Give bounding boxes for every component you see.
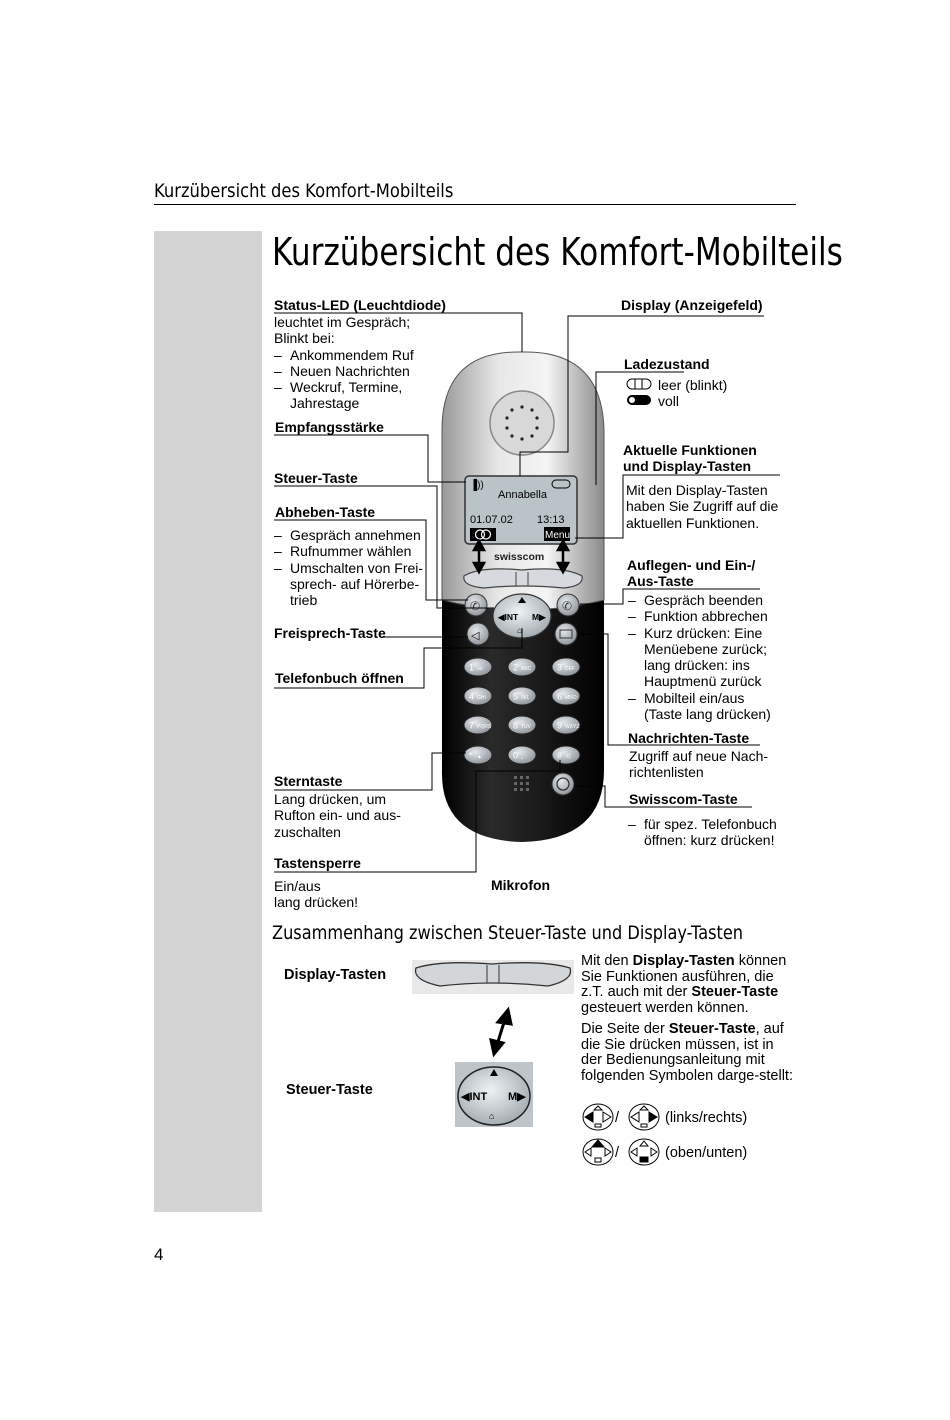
page-number: 4 (154, 1245, 164, 1264)
svg-text:⌂: ⌂ (489, 1111, 495, 1121)
symbol-slash-2: / (615, 1145, 620, 1161)
steuer-label: Steuer-Taste (274, 470, 358, 486)
svg-text:M▶: M▶ (532, 612, 546, 622)
empfang-label: Empfangsstärke (275, 419, 384, 435)
keypad-key-8[interactable] (508, 716, 536, 734)
auflegen-label-1: Auflegen- und Ein-/ (627, 557, 756, 573)
steuer-taste-label: Steuer-Taste (286, 1082, 373, 1098)
auflegen-text (628, 592, 778, 722)
list-item: – Mobilteil ein/aus (Taste lang drücken) (628, 690, 778, 723)
section2-paragraph-2: Die Seite der Steuer-Taste, auf die Sie drücken müssen, ist in der Bedienungsanleitung mit folgenden Symbolen darge-stellt: (581, 1021, 793, 1084)
display-label: Display (Anzeigefeld) (621, 297, 763, 313)
swisscom-label: Swisscom-Taste (629, 791, 738, 807)
running-header: Kurzübersicht des Komfort-Mobilteils (154, 180, 454, 202)
status-led-text: leuchtet im Gespräch; Blinkt bei: – Ankommendem Ruf – Neuen Nachrichten – Weckruf, Termine, Jahrestage (274, 314, 434, 412)
nav-symbol-up-icon (583, 1139, 613, 1165)
nachrichten-text: Zugriff auf neue Nach-richtenlisten (629, 748, 769, 781)
battery-empty-text: leer (blinkt) (658, 377, 728, 393)
display-signal-icon: ▐)) (470, 480, 484, 491)
status-led-label: Status-LED (Leuchtdiode) (274, 297, 446, 313)
aktuelle-label-1: Aktuelle Funktionen (623, 442, 757, 458)
svg-text:✆: ✆ (562, 599, 573, 613)
display-time: 13:13 (537, 514, 565, 526)
keypad-digit: 0 (513, 750, 519, 761)
nav-symbol-right-icon (629, 1104, 659, 1130)
svg-text:M▶: M▶ (508, 1091, 526, 1103)
keypad-letters: GHI (477, 695, 486, 701)
keypad-key-1[interactable] (464, 658, 492, 676)
sterntaste-label: Sterntaste (274, 773, 343, 789)
list-item: – Kurz drücken: Eine Menüebene zurück; lang drücken: ins Hauptmenü zurück (628, 625, 778, 690)
nav-symbol-left-icon (583, 1104, 613, 1130)
nachrichten-label: Nachrichten-Taste (628, 730, 750, 746)
telefonbuch-label: Telefonbuch öffnen (275, 670, 404, 686)
section2-heading: Zusammenhang zwischen Steuer-Taste und Display-Tasten (272, 922, 744, 944)
display-softkey-left (470, 528, 496, 541)
list-item: – Ankommendem Ruf (274, 347, 434, 363)
keypad-digit: 5 (513, 691, 519, 702)
symbol-lr-text: (links/rechts) (665, 1110, 748, 1126)
keypad-letters: WXYZ (565, 724, 580, 730)
display-name: Annabella (498, 489, 547, 501)
keypad-letters: JKL (521, 695, 530, 701)
keypad-digit: 9 (557, 720, 563, 731)
section2-paragraph-1: Mit den Display-Tasten können Sie Funktionen ausführen, die z.T. auch mit der Steuer-Taste gesteuert werden können. (581, 953, 787, 1016)
keypad-letters: -O (565, 754, 571, 760)
aktuelle-text: Mit den Display-Tasten haben Sie Zugriff auf die aktuellen Funktionen. (626, 482, 779, 531)
list-item: – Gespräch annehmen (274, 527, 426, 543)
display-keys-photo (416, 963, 571, 986)
keypad-letters: ˽ (521, 754, 523, 760)
keypad-key-6[interactable] (552, 687, 580, 705)
swisscom-key (552, 773, 574, 795)
keypad-letters: DEF (565, 666, 575, 672)
svg-text:✆: ✆ (470, 599, 481, 613)
keypad-digit: 7 (469, 720, 475, 731)
tastensperre-text: Ein/aus lang drücken! (274, 878, 359, 911)
relation-arrow (491, 1010, 511, 1054)
keypad-digit: 8 (513, 720, 519, 731)
keypad-digit: 6 (557, 691, 563, 702)
list-item: – Gespräch beenden (628, 592, 778, 608)
list-item: – Rufnummer wählen (274, 543, 426, 559)
sterntaste-text: Lang drücken, um Rufton ein- und aus-zuschalten (274, 791, 401, 840)
keypad-digit: # (557, 750, 563, 761)
abheben-label: Abheben-Taste (275, 504, 376, 520)
keypad-digit: 4 (469, 691, 475, 702)
keypad-key-5[interactable] (508, 687, 536, 705)
keypad-digit: 3 (557, 662, 563, 673)
symbol-ud-text: (oben/unten) (665, 1145, 748, 1161)
keypad-letters: MNO (565, 695, 577, 701)
message-key (555, 623, 577, 645)
svg-text:Menu: Menu (545, 530, 571, 541)
abheben-text (274, 527, 426, 608)
list-item: – Neuen Nachrichten (274, 363, 434, 379)
keypad-digit: 2 (513, 662, 519, 673)
battery-full-icon (627, 395, 651, 405)
keypad-key-7[interactable] (464, 716, 492, 734)
display-tasten-label: Display-Tasten (284, 967, 387, 983)
svg-text:◀INT: ◀INT (498, 612, 519, 622)
nav-symbol-down-icon (629, 1139, 659, 1165)
list-item: – Weckruf, Termine, Jahrestage (274, 379, 434, 412)
auflegen-label-2: Aus-Taste (627, 573, 694, 589)
battery-empty-icon (627, 379, 651, 389)
battery-full-text: voll (658, 393, 680, 409)
keypad-key-11[interactable] (508, 746, 536, 764)
brand-logo: swisscom (494, 551, 545, 563)
keypad-key-3[interactable] (552, 658, 580, 676)
list-item: – Umschalten von Frei-sprech- auf Hörerbe-trieb (274, 560, 426, 609)
swisscom-text (628, 816, 780, 849)
keypad-key-10[interactable] (464, 746, 492, 764)
list-item: – für spez. Telefonbuch öffnen: kurz drücken! (628, 816, 780, 849)
freisprech-label: Freisprech-Taste (274, 625, 386, 641)
symbol-slash-1: / (615, 1110, 620, 1126)
keypad-key-4[interactable] (464, 687, 492, 705)
keypad-key-2[interactable] (508, 658, 536, 676)
tastensperre-label: Tastensperre (274, 855, 361, 871)
display-date: 01.07.02 (470, 514, 513, 526)
keypad-letters: PQRS (477, 724, 492, 730)
keypad-letters: TUV (521, 724, 531, 730)
keypad-digit: * (469, 750, 473, 761)
ladezustand-label: Ladezustand (624, 356, 710, 372)
keypad-key-9[interactable] (552, 716, 580, 734)
keypad-letters: ▲ (477, 754, 482, 760)
keypad-key-12[interactable] (552, 746, 580, 764)
list-item: – Funktion abbrechen (628, 608, 778, 624)
keypad-letters: ABC (521, 666, 532, 672)
svg-text:◀INT: ◀INT (461, 1091, 488, 1103)
keypad-letters: oo (477, 666, 483, 672)
svg-text:◁: ◁ (471, 630, 480, 642)
page-title: Kurzübersicht des Komfort-Mobilteils (272, 230, 843, 274)
earpiece (490, 391, 554, 455)
mikrofon-label: Mikrofon (491, 877, 551, 893)
svg-text:⌂: ⌂ (517, 626, 522, 635)
aktuelle-label-2: und Display-Tasten (623, 458, 752, 474)
microphone (514, 776, 529, 791)
keypad-digit: 1 (469, 662, 475, 673)
